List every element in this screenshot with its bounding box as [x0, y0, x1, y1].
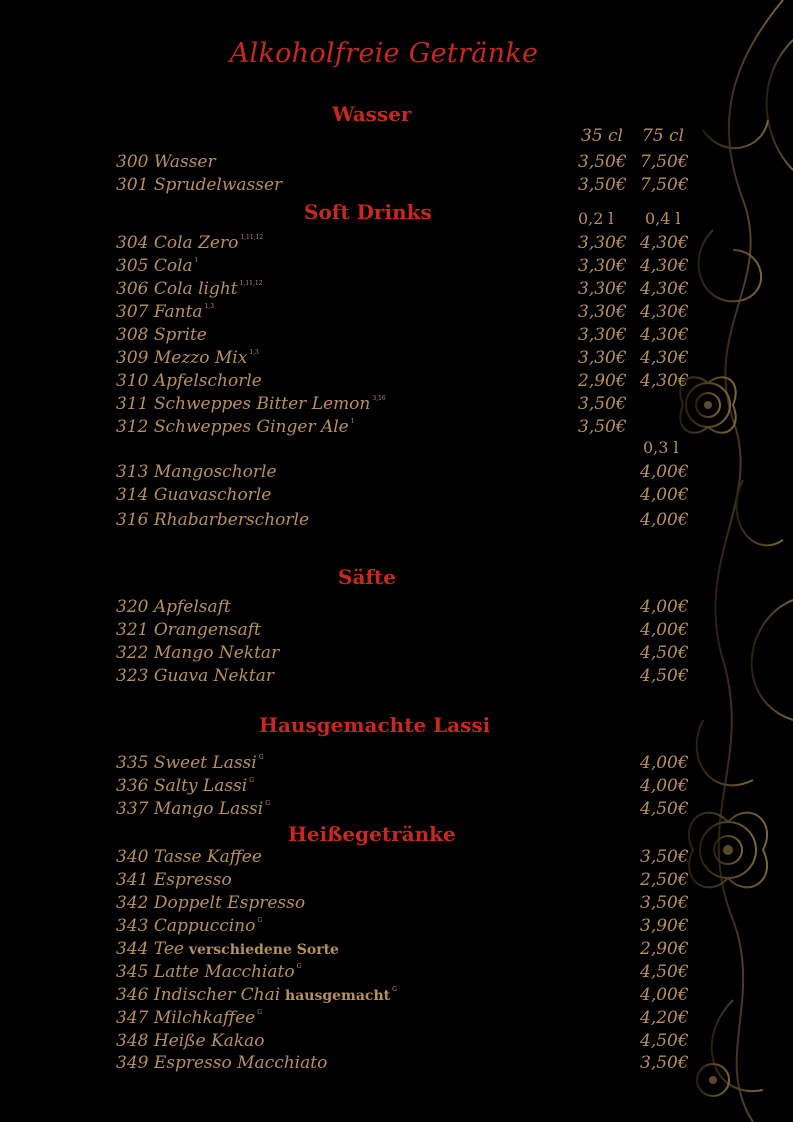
allergen-footnote: G — [392, 986, 397, 993]
item-name: 342 Doppelt Espresso — [116, 893, 306, 913]
item-name: 347 Milchkaffee — [116, 1008, 256, 1028]
item-name: 344 Tee — [116, 939, 184, 959]
item-name: 336 Salty Lassi — [116, 776, 248, 796]
allergen-footnote: 1 — [194, 257, 199, 264]
menu-item — [116, 279, 263, 299]
item-note: verschiedene Sorte — [184, 942, 339, 958]
item-price: 7,50€ — [640, 175, 689, 195]
menu-item — [116, 799, 270, 819]
item-price: 4,20€ — [640, 1008, 689, 1028]
size-label-02l: 0,2 l — [578, 209, 614, 228]
item-price: 4,00€ — [640, 753, 689, 773]
item-price: 3,50€ — [578, 152, 627, 172]
item-name: 306 Cola light — [116, 279, 238, 299]
allergen-footnote: 1,3 — [204, 303, 215, 310]
menu-item — [116, 916, 262, 936]
item-price: 3,30€ — [578, 302, 627, 322]
section-heading-saefte: Säfte — [338, 565, 396, 589]
menu-item — [116, 510, 309, 530]
item-price: 4,50€ — [640, 799, 689, 819]
menu-item — [116, 939, 339, 959]
size-label-04l: 0,4 l — [645, 209, 681, 228]
item-name: 321 Orangensaft — [116, 620, 261, 640]
item-price: 4,30€ — [640, 325, 689, 345]
item-price: 4,50€ — [640, 962, 689, 982]
menu-item — [116, 462, 277, 482]
menu-item — [116, 485, 271, 505]
allergen-footnote: 1,3 — [249, 349, 259, 356]
item-name: 312 Schweppes Ginger Ale — [116, 417, 349, 437]
item-price: 3,50€ — [578, 417, 627, 437]
item-price: 3,90€ — [640, 916, 689, 936]
menu-item — [116, 776, 254, 796]
item-price: 4,50€ — [640, 1031, 689, 1051]
item-name: 341 Espresso — [116, 870, 232, 890]
menu-item — [116, 847, 262, 867]
menu-item — [116, 620, 261, 640]
item-price: 4,00€ — [640, 462, 689, 482]
menu-item — [116, 666, 274, 686]
item-price: 4,00€ — [640, 510, 689, 530]
item-name: 307 Fanta — [116, 302, 203, 322]
item-name: 310 Apfelschorle — [116, 371, 262, 391]
menu-item — [116, 1008, 262, 1028]
allergen-footnote: G — [257, 1009, 263, 1016]
item-price: 4,30€ — [640, 279, 689, 299]
item-price: 4,00€ — [640, 620, 689, 640]
item-price: 3,30€ — [578, 233, 627, 253]
item-name: 311 Schweppes Bitter Lemon — [116, 394, 371, 414]
item-name: 345 Latte Macchiato — [116, 962, 295, 982]
item-name: 320 Apfelsaft — [116, 597, 231, 617]
item-name: 349 Espresso Macchiato — [116, 1053, 328, 1073]
item-name: 305 Cola — [116, 256, 193, 276]
menu-item — [116, 985, 397, 1005]
item-name: 343 Cappuccino — [116, 916, 256, 936]
item-name: 304 Cola Zero — [116, 233, 239, 253]
section-heading-wasser: Wasser — [332, 102, 412, 126]
item-price: 3,50€ — [640, 893, 689, 913]
item-price: 4,30€ — [640, 233, 689, 253]
allergen-footnote: G — [265, 800, 270, 807]
item-name: 314 Guavaschorle — [116, 485, 272, 505]
menu-item — [116, 1031, 265, 1051]
item-name: 301 Sprudelwasser — [116, 175, 283, 195]
menu-item — [116, 1053, 327, 1073]
allergen-footnote: 3,16 — [372, 395, 386, 402]
item-price: 4,30€ — [640, 348, 689, 368]
item-price: 4,00€ — [640, 776, 689, 796]
item-price: 2,90€ — [578, 371, 627, 391]
item-price: 4,00€ — [640, 597, 689, 617]
item-price: 2,50€ — [640, 870, 689, 890]
item-price: 4,50€ — [640, 643, 689, 663]
menu-item — [116, 175, 282, 195]
allergen-footnote: 1,11,12 — [239, 280, 263, 287]
item-name: 313 Mangoschorle — [116, 462, 277, 482]
allergen-footnote: G — [296, 963, 302, 970]
item-price: 4,30€ — [640, 371, 689, 391]
item-price: 4,00€ — [640, 485, 689, 505]
allergen-footnote: 1,11,12 — [240, 234, 264, 241]
item-price: 4,50€ — [640, 666, 689, 686]
menu-item — [116, 962, 301, 982]
item-name: 335 Sweet Lassi — [116, 753, 257, 773]
allergen-footnote: G — [258, 754, 264, 761]
menu-item — [116, 325, 207, 345]
menu-item — [116, 597, 231, 617]
menu-item — [116, 643, 279, 663]
item-name: 316 Rhabarberschorle — [116, 510, 310, 530]
item-name: 346 Indischer Chai — [116, 985, 281, 1005]
item-price: 3,50€ — [578, 394, 627, 414]
menu-item — [116, 893, 305, 913]
item-name: 323 Guava Nektar — [116, 666, 274, 686]
item-price: 3,30€ — [578, 325, 627, 345]
section-heading-lassi: Hausgemachte Lassi — [259, 713, 491, 737]
item-price: 4,30€ — [640, 256, 689, 276]
allergen-footnote: G — [257, 917, 263, 924]
allergen-footnote: G — [249, 777, 255, 784]
menu-item — [116, 233, 263, 253]
page-title: Alkoholfreie Getränke — [229, 38, 539, 69]
item-name: 300 Wasser — [116, 152, 216, 172]
item-name: 308 Sprite — [116, 325, 207, 345]
menu-item — [116, 371, 262, 391]
item-name: 337 Mango Lassi — [116, 799, 264, 819]
allergen-footnote: 1 — [350, 418, 355, 425]
menu-item — [116, 302, 214, 322]
size-label-75cl: 75 cl — [642, 126, 684, 146]
menu-item — [116, 348, 259, 368]
item-price: 7,50€ — [640, 152, 689, 172]
item-price: 3,30€ — [578, 279, 627, 299]
item-name: 340 Tasse Kaffee — [116, 847, 262, 867]
item-name: 322 Mango Nektar — [116, 643, 280, 663]
menu-item — [116, 870, 232, 890]
item-price: 3,50€ — [578, 175, 627, 195]
item-name: 348 Heiße Kakao — [116, 1031, 265, 1051]
item-name: 309 Mezzo Mix — [116, 348, 248, 368]
item-price: 4,30€ — [640, 302, 689, 322]
menu-item — [116, 256, 199, 276]
floral-ornament-icon — [673, 0, 793, 1122]
menu-item — [116, 152, 216, 172]
item-price: 2,90€ — [640, 939, 689, 959]
item-price: 3,50€ — [640, 1053, 689, 1073]
item-note: hausgemacht — [280, 988, 391, 1004]
size-label-35cl: 35 cl — [581, 126, 623, 146]
item-price: 4,00€ — [640, 985, 689, 1005]
menu-item — [116, 753, 264, 773]
size-label-03l: 0,3 l — [643, 438, 679, 457]
menu-item — [116, 417, 355, 437]
section-heading-soft-drinks: Soft Drinks — [304, 200, 432, 224]
item-price: 3,30€ — [578, 348, 627, 368]
item-price: 3,30€ — [578, 256, 627, 276]
item-price: 3,50€ — [640, 847, 689, 867]
section-heading-heissgetraenke: Heißegetränke — [288, 822, 456, 846]
menu-item — [116, 394, 386, 414]
